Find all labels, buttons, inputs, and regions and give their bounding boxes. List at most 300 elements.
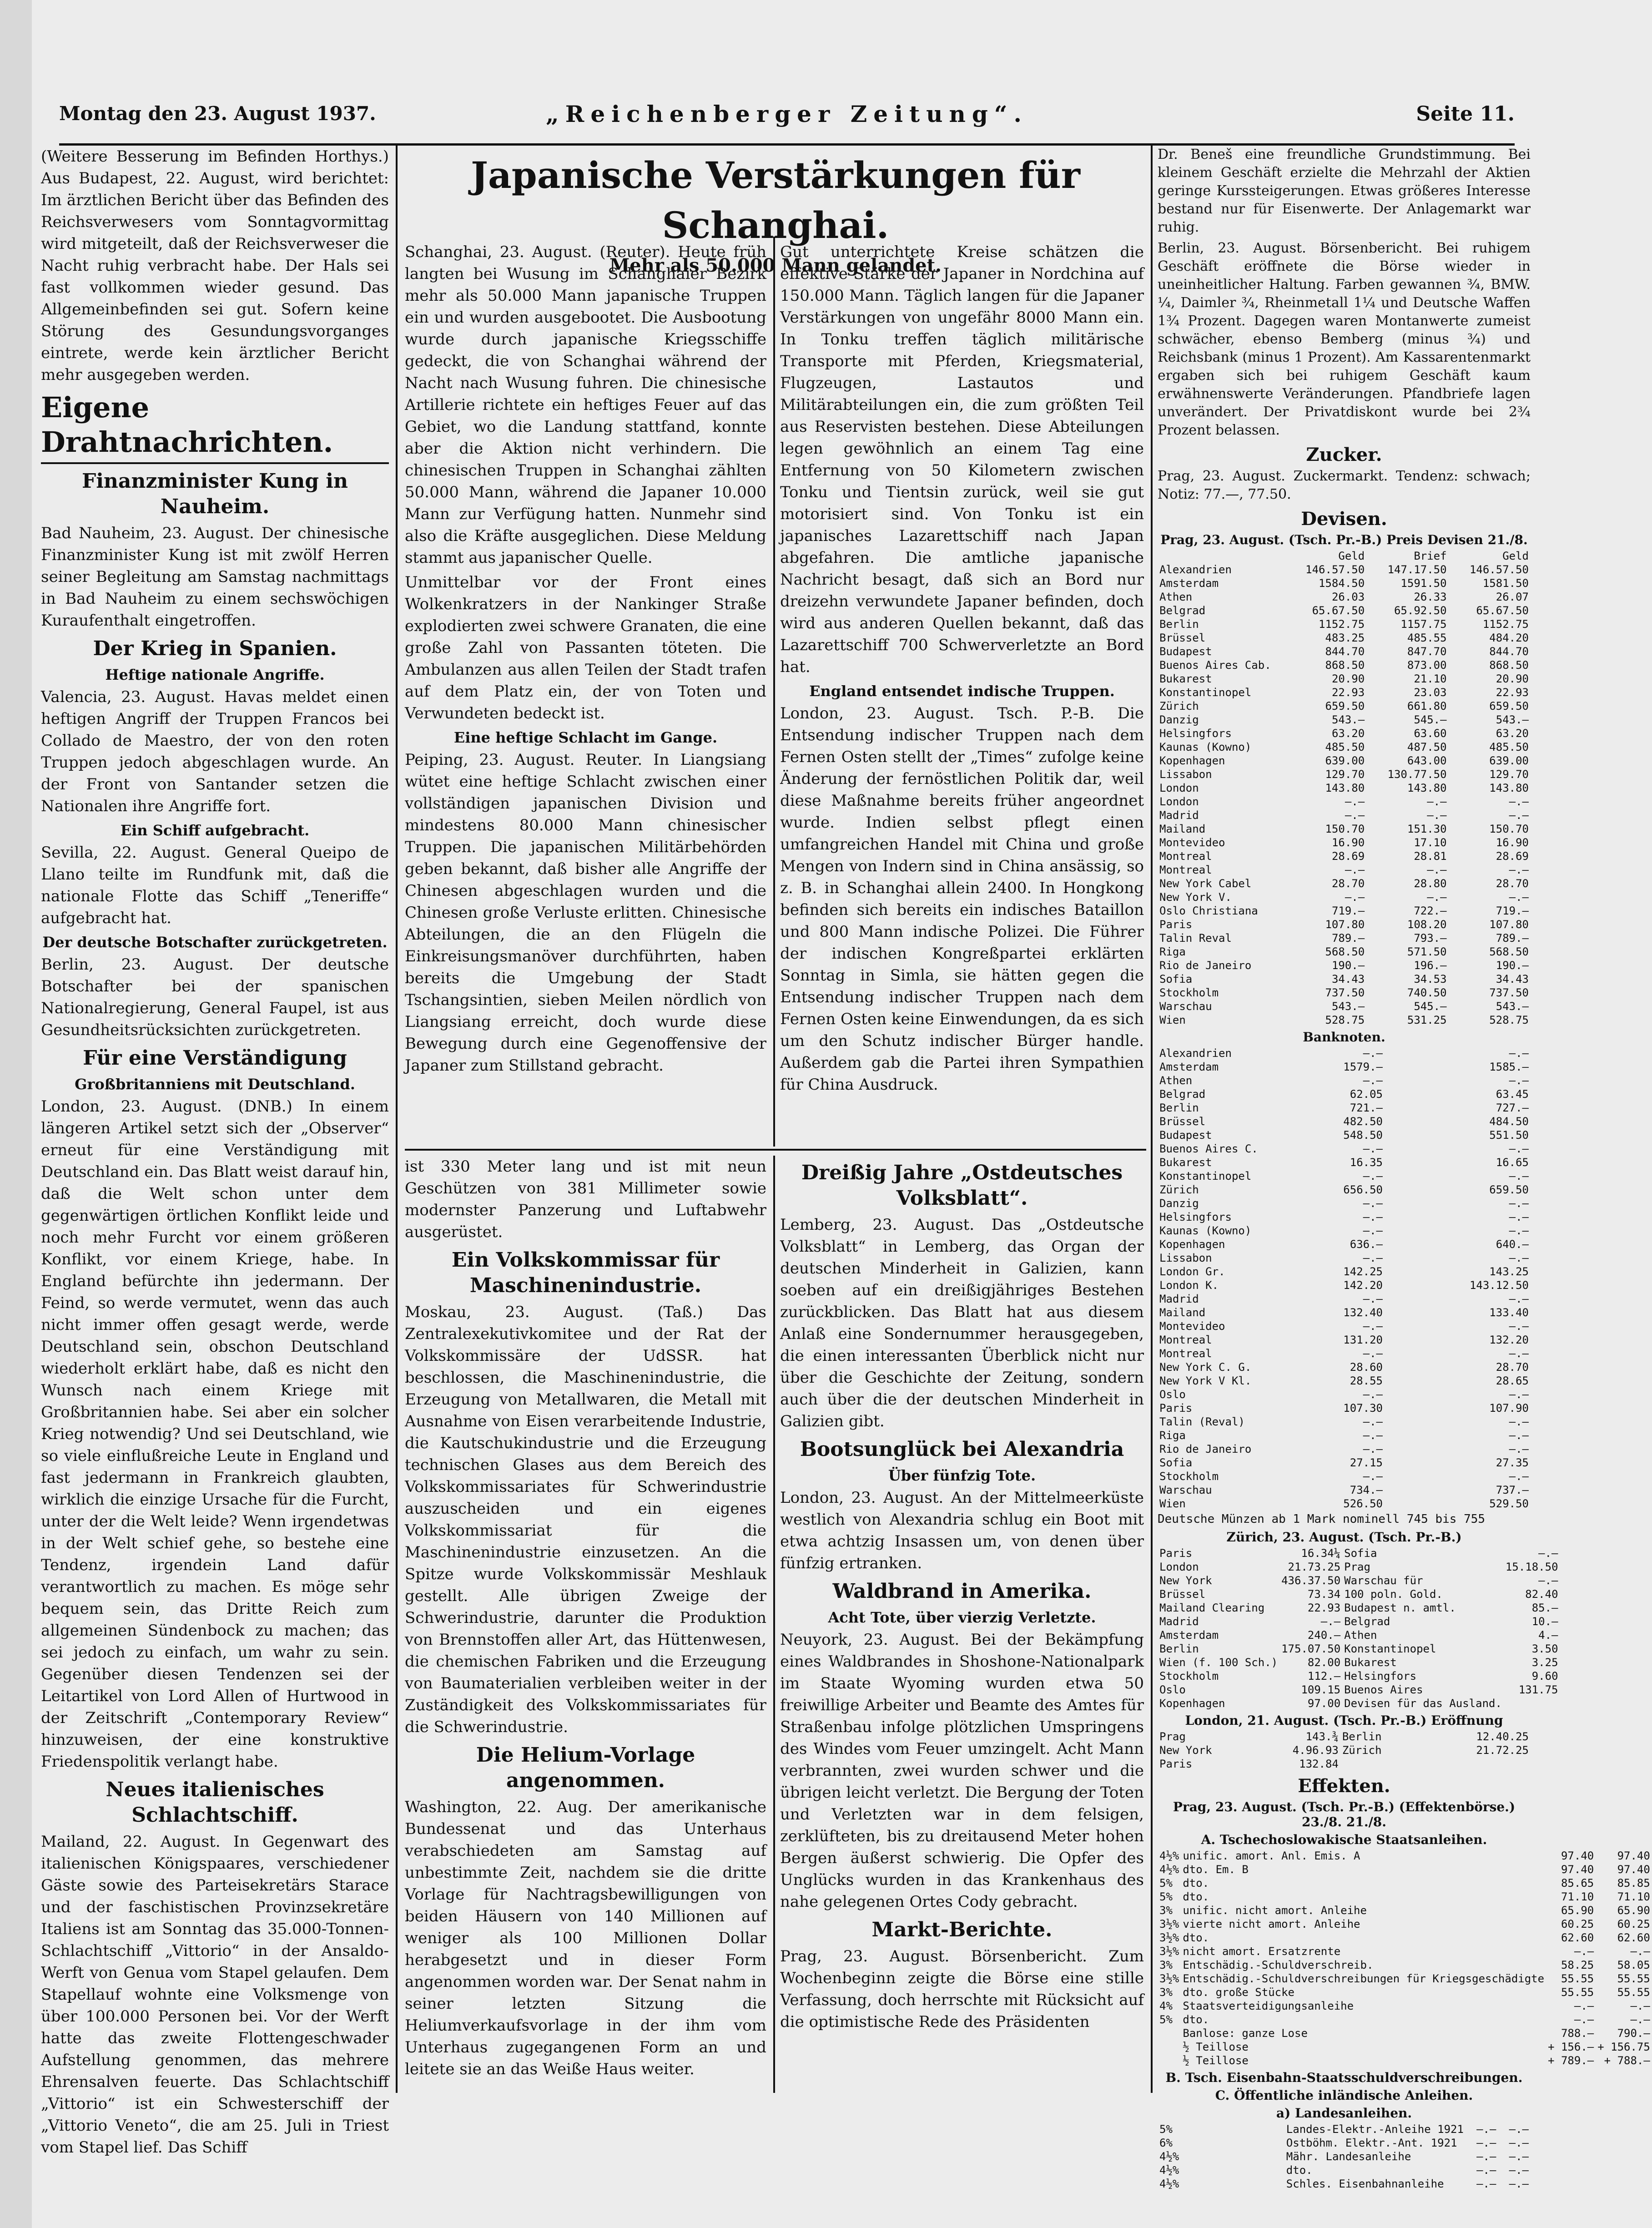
table-cell: Zürich xyxy=(1342,1744,1382,1757)
article-subheading: Über fünfzig Tote. xyxy=(888,1467,1036,1484)
table-cell: 719.— xyxy=(1496,904,1529,917)
table-cell: Riga xyxy=(1159,1429,1186,1442)
table-cell: 3% xyxy=(1159,1986,1173,1999)
table-cell: Paris xyxy=(1159,1758,1193,1770)
article-heading: Ein Volkskommissar für Maschinenindustrie. xyxy=(451,1248,720,1297)
table-cell: + 156.75 xyxy=(1597,2041,1650,2053)
table-cell: New York V Kl. xyxy=(1159,1374,1252,1387)
table-cell: —.— xyxy=(1509,1293,1529,1305)
table-cell: 551.50 xyxy=(1489,1129,1529,1142)
table-cell: 85.65 xyxy=(1561,1877,1594,1890)
table-row xyxy=(1158,563,1531,576)
table-cell: —.— xyxy=(1509,2177,1529,2190)
table-row xyxy=(1158,808,1531,822)
article-subheading: England entsendet indische Truppen. xyxy=(809,682,1115,700)
devisen-table xyxy=(1158,549,1531,1027)
table-cell: 27.35 xyxy=(1496,1456,1529,1469)
table-cell: 20.90 xyxy=(1331,672,1365,685)
table-cell: 82.40 xyxy=(1525,1588,1558,1601)
table-cell: Sofia xyxy=(1159,1456,1193,1469)
table-row xyxy=(1158,754,1531,768)
table-cell: Amsterdam xyxy=(1159,1061,1219,1073)
table-cell xyxy=(1340,1757,1467,1771)
article-text: Neuyork, 23. August. Bei der Bekämpfung eines Waldbrandes in Shoshone-Nationalpark im Staate Wyoming wurden etwa 50 freiwillige Arbeiter und Beamte des Amtes für Straßenbau infolge plötzlichen Umspringens des Windes vom Feuer umzingelt. Acht Mann verbrannten, zwei wurden schwer und die übrigen leicht verletzt. Die Bergung der Toten und Verletzten war in dem felsigen, zerklüfteten, bis zu dreitausend Meter hohen Bergen äußerst schwierig. Die Opfer des Unglücks wurden in das Krankenhaus des nahe gelegenen Ortes Cody gebracht. xyxy=(780,1631,1144,1911)
table-cell: Konstantinopel xyxy=(1159,1170,1252,1182)
table-cell xyxy=(1467,1757,1531,1771)
table-cell: 4½% xyxy=(1159,2164,1179,2177)
table-cell: 22.93 xyxy=(1307,1602,1341,1614)
table-cell: vierte nicht amort. Anleihe xyxy=(1183,1918,1360,1930)
table-row xyxy=(1158,1642,1560,1656)
table-cell: —.— xyxy=(1509,1470,1529,1483)
table-cell: 34.43 xyxy=(1496,973,1529,985)
article-heading: Bootsunglück bei Alexandria xyxy=(800,1438,1124,1461)
scan-edge xyxy=(0,0,32,2228)
table-cell: 5% xyxy=(1159,1877,1173,1890)
table-row xyxy=(1158,1931,1652,1945)
table-cell: 16.65 xyxy=(1496,1156,1529,1169)
table-cell: 131.75 xyxy=(1518,1683,1558,1696)
table-cell: —.— xyxy=(1427,891,1447,904)
article-subheading: Eine heftige Schlacht im Gange. xyxy=(453,729,718,746)
table-cell: 3.50 xyxy=(1531,1642,1558,1655)
table-cell: Mähr. Landesanleihe xyxy=(1286,2150,1411,2163)
article-text: London, 23. August. An der Mittelmeerküste westlich von Alexandria schlug ein Boot mit etwa achtzig Insassen um, von denen über fünfzig ertranken. xyxy=(780,1489,1144,1572)
header-paper-title: „Reichenberger Zeitung“. xyxy=(546,101,1028,127)
table-header-row xyxy=(1158,549,1531,563)
table-row xyxy=(1158,1497,1531,1511)
column-rule xyxy=(1151,146,1153,2093)
table-cell: 143.¾ xyxy=(1305,1730,1339,1743)
banknoten-note: Deutsche Münzen ab 1 Mark nominell 745 bis 755 xyxy=(1158,1512,1486,1526)
table-row xyxy=(1158,2177,1531,2191)
table-cell: 4½% xyxy=(1159,2150,1179,2163)
table-cell: 722.— xyxy=(1414,904,1447,917)
table-row xyxy=(1158,2150,1531,2163)
article-text: London, 23. August. Tsch. P.-B. Die Entsendung indischer Truppen nach dem Fernen Osten stellt der „Times“ zufolge keine Änderung der fernöstlichen Politik dar, weil diese Maßnahme bereits früher angeordnet wurde. Indien selbst pflegt einen umfangreichen Handel mit China und große Mengen von Indern sind in China ansässig, so z. B. in Schanghai allein 2400. In Hongkong befinden sich bereits ein indisches Bataillon und 800 Mann indische Polizei. Die Führer der indischen Kongreßpartei erklärten Sonntag in Simla, sie hätten gegen die Entsendung indischer Truppen nach dem Fernen Osten keine Einwendungen, da es sich um den Schutz indischer Bürger handle. Außerdem gab die Partei ihren Sympathien für China Ausdruck. xyxy=(780,704,1144,1094)
table-cell: 790.— xyxy=(1617,2027,1650,2040)
table-cell: 190.— xyxy=(1331,959,1365,972)
table-cell: 640.— xyxy=(1496,1238,1529,1251)
table-row xyxy=(1158,1388,1531,1401)
table-cell: —.— xyxy=(1509,1252,1529,1264)
table-cell: 28.81 xyxy=(1414,850,1447,863)
table-cell: 129.70 xyxy=(1489,768,1529,781)
table-cell: Staatsverteidigungsanleihe xyxy=(1183,2000,1354,2012)
table-cell: dto. xyxy=(1183,1890,1209,1903)
table-cell: 143.12.50 xyxy=(1469,1279,1529,1292)
horthy-article: (Weitere Besserung im Befinden Horthys.) Aus Budapest, 22. August, wird berichtet: Im ärztlichen Bericht über das Befinden des Reichsverwesers vom Sonntagvormittag wird mitgeteilt, daß der Reichsverweser die Nacht ruhig verbracht habe. Der Hals sei fast vollkommen wieder gesund. Das Allgemeinbefinden sei gut. Sofern keine Störung des Gesundungsvorganges eintrete, werde kein ärztlicher Bericht mehr ausgegeben werden. xyxy=(41,147,389,384)
table-cell: Entschädig.-Schuldverschreibungen für Kriegsgeschädigte xyxy=(1183,1972,1545,1985)
table-row xyxy=(1158,904,1531,918)
effekten-caption: Prag, 23. August. (Tsch. Pr.-B.) (Effektenbörse.) 23./8. 21./8. xyxy=(1173,1799,1516,1829)
table-cell: —.— xyxy=(1345,864,1365,876)
table-cell: —.— xyxy=(1509,2123,1529,2136)
table-cell: 528.75 xyxy=(1325,1014,1365,1026)
table-cell: 97.40 xyxy=(1617,1849,1650,1862)
table-cell: 737.— xyxy=(1496,1484,1529,1496)
table-cell: Montevideo xyxy=(1159,1320,1225,1333)
table-cell: —.— xyxy=(1509,2164,1529,2177)
table-row xyxy=(1158,1347,1531,1360)
table-cell: 3½% xyxy=(1159,1931,1179,1944)
table-cell: Wien xyxy=(1159,1497,1186,1510)
column-3-bottom xyxy=(780,1156,1144,2088)
article-text: Prag, 23. August. Börsenbericht. Zum Wochenbeginn zeigte die Börse eine stille Verfassung, doch herrschte mit Rücksicht auf die optimistische Rede des Präsidenten xyxy=(780,1947,1144,2031)
table-cell: 719.— xyxy=(1331,904,1365,917)
table-cell: 4% xyxy=(1159,2000,1173,2012)
table-row xyxy=(1158,1142,1531,1156)
table-cell: —.— xyxy=(1509,1347,1529,1360)
banknoten-heading: Banknoten. xyxy=(1303,1030,1385,1045)
table-cell: Amsterdam xyxy=(1159,1629,1219,1642)
table-cell: 71.10 xyxy=(1561,1890,1594,1903)
table-header-cell: Brief xyxy=(1414,550,1447,562)
article-subheading: Ein Schiff aufgebracht. xyxy=(120,822,310,839)
table-cell: Kaunas (Kowno) xyxy=(1159,741,1252,753)
table-row xyxy=(1158,1917,1652,1931)
devisen-rows xyxy=(1158,563,1531,1027)
table-cell: 531.25 xyxy=(1407,1014,1447,1026)
table-row xyxy=(1158,1656,1560,1669)
table-cell: —.— xyxy=(1363,1170,1383,1182)
article-subheading: Acht Tote, über vierzig Verletzte. xyxy=(828,1609,1096,1626)
column-rule xyxy=(773,237,775,1147)
table-cell: 26.07 xyxy=(1496,591,1529,603)
table-cell: 4½% xyxy=(1159,1863,1179,1876)
table-cell xyxy=(1158,2040,1181,2054)
devisen-heading: Devisen. xyxy=(1301,508,1387,530)
table-cell: 73.34 xyxy=(1307,1588,1341,1601)
article-heading: Neues italienisches Schlachtschiff. xyxy=(106,1778,324,1827)
sugar-text: Prag, 23. August. Zuckermarkt. Tendenz: schwach; Notiz: 77.—, 77.50. xyxy=(1158,468,1531,502)
table-cell: 28.69 xyxy=(1496,850,1529,863)
table-row xyxy=(1158,1415,1531,1429)
table-cell: 545.— xyxy=(1414,1000,1447,1013)
table-cell: + 788.— xyxy=(1604,2054,1650,2067)
table-cell: —.— xyxy=(1574,2000,1594,2012)
table-row xyxy=(1158,1628,1560,1642)
table-cell: 133.40 xyxy=(1489,1306,1529,1319)
table-cell: —.— xyxy=(1476,2137,1496,2149)
banknoten-rows xyxy=(1158,1046,1531,1511)
table-cell: Sofia xyxy=(1344,1547,1377,1560)
effekten-rows xyxy=(1158,1849,1652,2067)
table-cell: —.— xyxy=(1509,1415,1529,1428)
table-cell: —.— xyxy=(1509,1197,1529,1210)
table-cell: Wien xyxy=(1159,1014,1186,1026)
table-cell: 1157.75 xyxy=(1400,618,1447,631)
table-cell: 3½% xyxy=(1159,1918,1179,1930)
table-row xyxy=(1158,1333,1531,1347)
table-cell: Paris xyxy=(1159,918,1193,931)
table-cell: 3.25 xyxy=(1531,1656,1558,1669)
table-cell: 659.50 xyxy=(1489,700,1529,712)
table-cell: 55.55 xyxy=(1561,1972,1594,1985)
table-cell: 151.30 xyxy=(1407,823,1447,835)
table-cell: Montreal xyxy=(1159,1347,1212,1360)
table-cell: 3½% xyxy=(1159,1972,1179,1985)
table-cell: Athen xyxy=(1344,1629,1377,1642)
table-cell: 22.93 xyxy=(1331,686,1365,699)
article-text: Bad Nauheim, 23. August. Der chinesische Finanzminister Kung ist mit zwölf Herren seiner Begleitung am Samstag nachmittags in Bad Nauheim zu einem sechswöchigen Kuraufenthalt eingetroffen. xyxy=(41,524,389,630)
table-row xyxy=(1158,1890,1652,1904)
table-cell: Entschädig.-Schuldverschreib. xyxy=(1183,1959,1374,1971)
table-cell: 97.40 xyxy=(1617,1863,1650,1876)
table-cell: 132.20 xyxy=(1489,1334,1529,1346)
table-cell: —.— xyxy=(1363,1347,1383,1360)
table-row xyxy=(1158,1669,1560,1683)
table-cell: 108.20 xyxy=(1407,918,1447,931)
table-cell: London xyxy=(1159,795,1199,808)
page-header xyxy=(59,93,1515,146)
table-cell: 721.— xyxy=(1350,1101,1383,1114)
table-cell: 659.50 xyxy=(1325,700,1365,712)
table-cell: Kopenhagen xyxy=(1159,754,1225,767)
table-cell: 146.57.50 xyxy=(1469,563,1529,576)
table-cell: Mailand xyxy=(1159,823,1206,835)
table-cell: 1579.— xyxy=(1343,1061,1383,1073)
table-row xyxy=(1158,727,1531,740)
table-cell: —.— xyxy=(1509,864,1529,876)
article-text: Lemberg, 23. August. Das „Ostdeutsche Volksblatt“ in Lemberg, das Organ der deutschen Minderheit in Galizien, kann soeben auf ein dreißigjähriges Bestehen zurückblicken. Das Blatt hat aus diesem Anlaß eine Sondernummer herausgegeben, die einen interessanten Überblick nicht nur über die Geschichte der Zeitung, sondern auch über die der deutschen Minderheit in Galizien gibt. xyxy=(780,1216,1144,1430)
table-cell: 1585.— xyxy=(1489,1061,1529,1073)
table-row xyxy=(1158,1442,1531,1456)
table-cell: 97.00 xyxy=(1307,1697,1341,1710)
table-cell: 485.55 xyxy=(1407,632,1447,644)
table-cell: 4.— xyxy=(1538,1629,1558,1642)
table-cell: 143.25 xyxy=(1489,1265,1529,1278)
table-cell: —.— xyxy=(1363,1074,1383,1087)
table-cell: —.— xyxy=(1630,2000,1650,2012)
table-cell: 129.70 xyxy=(1325,768,1365,781)
table-cell: Budapest xyxy=(1159,645,1212,658)
table-cell: Konstantinopel xyxy=(1344,1642,1436,1655)
table-row xyxy=(1158,2013,1652,2026)
table-cell: 34.53 xyxy=(1414,973,1447,985)
table-row xyxy=(1158,1060,1531,1074)
table-cell: 132.40 xyxy=(1343,1306,1383,1319)
table-cell: Wien (f. 100 Sch.) xyxy=(1159,1656,1278,1669)
effekten-table-2 xyxy=(1158,2122,1531,2191)
table-cell: 4½% xyxy=(1159,1849,1179,1862)
table-cell: —.— xyxy=(1574,2013,1594,2026)
article-heading: Dreißig Jahre „Ostdeutsches Volksblatt“. xyxy=(801,1161,1123,1210)
table-row xyxy=(1158,781,1531,795)
table-row xyxy=(1158,1985,1652,1999)
table-cell: —.— xyxy=(1509,1320,1529,1333)
table-cell: —.— xyxy=(1509,1429,1529,1442)
table-cell: 58.25 xyxy=(1561,1959,1594,1971)
table-cell: 656.50 xyxy=(1343,1183,1383,1196)
table-cell: 65.67.50 xyxy=(1312,604,1365,617)
table-cell: Madrid xyxy=(1159,1293,1199,1305)
table-row xyxy=(1158,1601,1560,1615)
article-text: ist 330 Meter lang und ist mit neun Geschützen von 381 Millimeter sowie modernster Panzerung und Luftabwehr ausgerüstet. xyxy=(405,1157,766,1241)
article-text: Mailand, 22. August. In Gegenwart des italienischen Königspaares, verschiedener Gäste sowie des Parteisekretärs Starace und der faschistischen Provinzsekretäre Italiens ist am Sonntag das 35.000-Tonnen-Schlachtschiff „Vittorio“ in der Ansaldo-Werft von Genua vom Stapel gelaufen. Dem Stapellauf wohnte eine Volksmenge von über 100.000 Personen bei. Vor der Werft hatte das zweite Flottengeschwader Aufstellung genommen, das mehrere Ehrensalven feuerte. Das Schlachtschiff „Vittorio“ ist ein Schwesterschiff der „Vittorio Veneto“, die am 25. Juli in Triest vom Stapel lief. Das Schiff xyxy=(41,1833,389,2157)
table-cell: 63.60 xyxy=(1414,727,1447,740)
table-row xyxy=(1158,2163,1531,2177)
table-row xyxy=(1158,1697,1560,1710)
table-cell: 844.70 xyxy=(1489,645,1529,658)
table-cell: 27.15 xyxy=(1350,1456,1383,1469)
table-row xyxy=(1158,931,1531,945)
article-text: Washington, 22. Aug. Der amerikanische Bundessenat und das Unterhaus verabschiedeten am Samstag auf unbestimmte Zeit, nachdem sie die dritte Vorlage für Nachtragsbewilligungen von beiden Häusern von 140 Millionen auf weniger als 100 Millionen Dollar herabgesetzt und in dieser Form angenommen worden war. Der Senat nahm in seiner letzten Sitzung die Heliumverkaufsvorlage in der ihm vom Unterhaus zugegangenen Form an und leitete sie an das Weiße Haus weiter. xyxy=(405,1798,766,2078)
effekten-rows xyxy=(1158,2122,1531,2191)
table-cell: 639.00 xyxy=(1325,754,1365,767)
table-row xyxy=(1158,1999,1652,2013)
table-cell: —.— xyxy=(1320,1615,1341,1628)
table-row xyxy=(1158,795,1531,808)
table-cell: 485.50 xyxy=(1325,741,1365,753)
table-cell: Helsingfors xyxy=(1159,727,1232,740)
table-cell: 844.70 xyxy=(1325,645,1365,658)
london-caption: London, 21. August. (Tsch. Pr.-B.) Eröffnung xyxy=(1185,1713,1503,1728)
table-cell: 26.33 xyxy=(1414,591,1447,603)
table-row xyxy=(1158,1183,1531,1197)
table-row xyxy=(1158,2054,1652,2067)
table-cell: 10.— xyxy=(1531,1615,1558,1628)
table-row xyxy=(1158,1156,1531,1169)
london-rows xyxy=(1158,1730,1531,1771)
table-cell: London Gr. xyxy=(1159,1265,1225,1278)
effekten-heading: Effekten. xyxy=(1298,1775,1390,1797)
main-headline: Japanische Verstärkungen für Schanghai. xyxy=(471,154,1080,247)
table-cell: 16.35 xyxy=(1350,1156,1383,1169)
table-row xyxy=(1158,1429,1531,1442)
table-row xyxy=(1158,959,1531,972)
article-text: Unmittelbar vor der Front eines Wolkenkratzers in der Nankinger Straße explodierten zwei schwere Granaten, die eine große Zahl von Passanten töteten. Die Ambulanzen aus allen Teilen der Stadt trafen auf dem Platz ein, der von Toten und Verwundeten bedeckt ist. xyxy=(405,573,766,722)
table-cell: Montreal xyxy=(1159,850,1212,863)
sugar-heading: Zucker. xyxy=(1306,444,1382,465)
table-cell: Rio de Janeiro xyxy=(1159,1443,1252,1455)
table-cell: Warschau xyxy=(1159,1484,1212,1496)
table-cell xyxy=(1504,1697,1560,1710)
table-cell: 20.90 xyxy=(1496,672,1529,685)
table-cell: 85.85 xyxy=(1617,1877,1650,1890)
table-row xyxy=(1158,1958,1652,1972)
table-cell: Stockholm xyxy=(1159,986,1219,999)
table-cell: Berlin xyxy=(1159,618,1199,631)
header-page-number: Seite 11. xyxy=(1416,102,1515,126)
table-cell: 740.50 xyxy=(1407,986,1447,999)
zurich-table xyxy=(1158,1546,1560,1710)
table-cell: 65.67.50 xyxy=(1476,604,1529,617)
table-cell: 17.10 xyxy=(1414,836,1447,849)
table-row xyxy=(1158,1292,1531,1306)
table-cell: Prag xyxy=(1159,1730,1186,1743)
table-cell: 28.60 xyxy=(1350,1361,1383,1374)
table-cell: 639.00 xyxy=(1489,754,1529,767)
table-cell: —.— xyxy=(1345,891,1365,904)
table-cell: 788.— xyxy=(1561,2027,1594,2040)
table-cell: Zürich xyxy=(1159,1183,1199,1196)
table-cell: dto. xyxy=(1183,1931,1209,1944)
table-cell: 107.80 xyxy=(1325,918,1365,931)
table-cell: Kopenhagen xyxy=(1159,1238,1225,1251)
table-cell: —.— xyxy=(1509,1074,1529,1087)
table-cell: —.— xyxy=(1509,1224,1529,1237)
table-row xyxy=(1158,836,1531,849)
table-cell: 65.92.50 xyxy=(1394,604,1447,617)
table-row xyxy=(1158,1456,1531,1470)
table-row xyxy=(1158,1849,1652,1863)
table-cell: Budapest n. amtl. xyxy=(1344,1602,1456,1614)
article-text: London, 23. August. (DNB.) In einem längeren Artikel setzt sich der „Observer“ erneut für eine Verständigung mit Deutschland ein. Das Blatt weist darauf hin, daß die Welt schon unter dem gegenwärtigen örtlichen Konflikt leide und noch mehr Furcht vor einem größeren Konflikt, vor einem Kriege, habe. In England befürchte ihn jedermann. Der Feind, so werde vermutet, wenn das auch nicht immer offen gesagt werde, werde Deutschland sein, obschon Deutschland wiederholt erklärt habe, daß es nicht den Wunsch nach einem Kriege mit Großbritannien habe. Sei aber ein solcher Krieg notwendig? Und sei Deutschland, wie so viele einflußreiche Leute in England und fast jedermann in Frankreich glaubten, wirklich die einzige Ursache für die Furcht, unter der die Welt leide? Wenn irgendetwas in der Welt schief gehe, so bestehe eine Tendenz, irgendein Land dafür verantwortlich zu machen. Es möge sehr bequem sein, das Dritte Reich zum allgemeinen Sündenbock zu machen; das sei jedoch zu einfach, um wahr zu sein. Gegenüber diesen Tendenzen sei der Leitartikel von Lord Allen of Hurtwood in der Zeitschrift „Contemporary Review“ hinzuweisen, der eine konstruktive Friedenspolitik verlangt habe. xyxy=(41,1097,389,1771)
table-row xyxy=(1158,1238,1531,1251)
article-text: Peiping, 23. August. Reuter. In Liangsiang wütet eine heftige Schlacht zwischen einer vollständigen japanischen Division und mindestens 80.000 Mann chinesischer Truppen. Die japanischen Militärbehörden geben bekannt, daß bisher alle Angriffe der Chinesen abgeschlagen wurden und die Chinesen große Verluste erlitten. Chinesische Abteilungen, die an den Flügeln die Einkreisungsmanöver durchführten, haben bereits die Umgebung der Stadt Tschangsintien, sieben Meilen nördlich von Liangsiang erreicht, doch wurde diese Bewegung durch eine Gegenoffensive der Japaner zum Stillstand gebracht. xyxy=(405,751,766,1075)
table-cell: 21.10 xyxy=(1414,672,1447,685)
table-cell: Berlin xyxy=(1159,1642,1199,1655)
table-row xyxy=(1158,1374,1531,1388)
table-cell: Warschau xyxy=(1159,1000,1212,1013)
table-row xyxy=(1158,1197,1531,1210)
table-header-cell: Geld xyxy=(1502,550,1529,562)
table-cell: —.— xyxy=(1509,1047,1529,1060)
table-cell: 9.60 xyxy=(1531,1670,1558,1682)
table-cell: 4.96.93 xyxy=(1292,1744,1339,1757)
table-row xyxy=(1158,1101,1531,1115)
table-cell: 543.— xyxy=(1496,1000,1529,1013)
table-cell: —.— xyxy=(1476,2177,1496,2190)
table-cell: 868.50 xyxy=(1325,659,1365,672)
table-cell: Oslo Christiana xyxy=(1159,904,1258,917)
table-cell: 873.00 xyxy=(1407,659,1447,672)
table-cell: —.— xyxy=(1363,1252,1383,1264)
table-cell: Alexandrien xyxy=(1159,1047,1232,1060)
table-cell: 85.— xyxy=(1531,1602,1558,1614)
table-cell: —.— xyxy=(1630,2013,1650,2026)
table-cell: —.— xyxy=(1427,809,1447,822)
table-cell: —.— xyxy=(1363,1429,1383,1442)
table-cell: 131.20 xyxy=(1343,1334,1383,1346)
table-cell: 28.70 xyxy=(1331,877,1365,890)
section-heading: Eigene Drahtnachrichten. xyxy=(41,390,389,464)
table-cell: Bukarest xyxy=(1159,672,1212,685)
table-row xyxy=(1158,2026,1652,2040)
table-cell: 63.45 xyxy=(1496,1088,1529,1101)
table-cell: 1152.75 xyxy=(1319,618,1365,631)
table-cell: 28.65 xyxy=(1496,1374,1529,1387)
table-row xyxy=(1158,645,1531,658)
table-cell: Ostböhm. Elektr.-Ant. 1921 xyxy=(1286,2137,1457,2149)
london-table xyxy=(1158,1730,1531,1771)
table-cell: 143.80 xyxy=(1489,782,1529,794)
table-cell: Helsingfors xyxy=(1344,1670,1417,1682)
table-cell: Buenos Aires xyxy=(1344,1683,1423,1696)
table-row xyxy=(1158,1470,1531,1483)
table-row xyxy=(1158,1615,1560,1628)
devisen-caption: Prag, 23. August. (Tsch. Pr.-B.) Preis Devisen 21./8. xyxy=(1160,532,1528,547)
table-row xyxy=(1158,2040,1652,2054)
article-subheading: Der deutsche Botschafter zurückgetreten. xyxy=(42,934,388,951)
table-cell: 71.10 xyxy=(1617,1890,1650,1903)
table-row xyxy=(1158,877,1531,890)
table-cell: Oslo xyxy=(1159,1683,1186,1696)
table-cell: 62.05 xyxy=(1350,1088,1383,1101)
table-cell: Landes-Elektr.-Anleihe 1921 xyxy=(1286,2123,1464,2136)
table-cell: —.— xyxy=(1363,1197,1383,1210)
table-cell: 5% xyxy=(1159,2013,1173,2026)
table-cell: —.— xyxy=(1427,795,1447,808)
zurich-rows xyxy=(1158,1546,1560,1710)
table-cell: Paris xyxy=(1159,1547,1193,1560)
table-cell: Montreal xyxy=(1159,864,1212,876)
table-cell xyxy=(1158,2026,1181,2040)
table-row xyxy=(1158,1115,1531,1128)
table-cell: —.— xyxy=(1509,1443,1529,1455)
table-cell: 142.20 xyxy=(1343,1279,1383,1292)
